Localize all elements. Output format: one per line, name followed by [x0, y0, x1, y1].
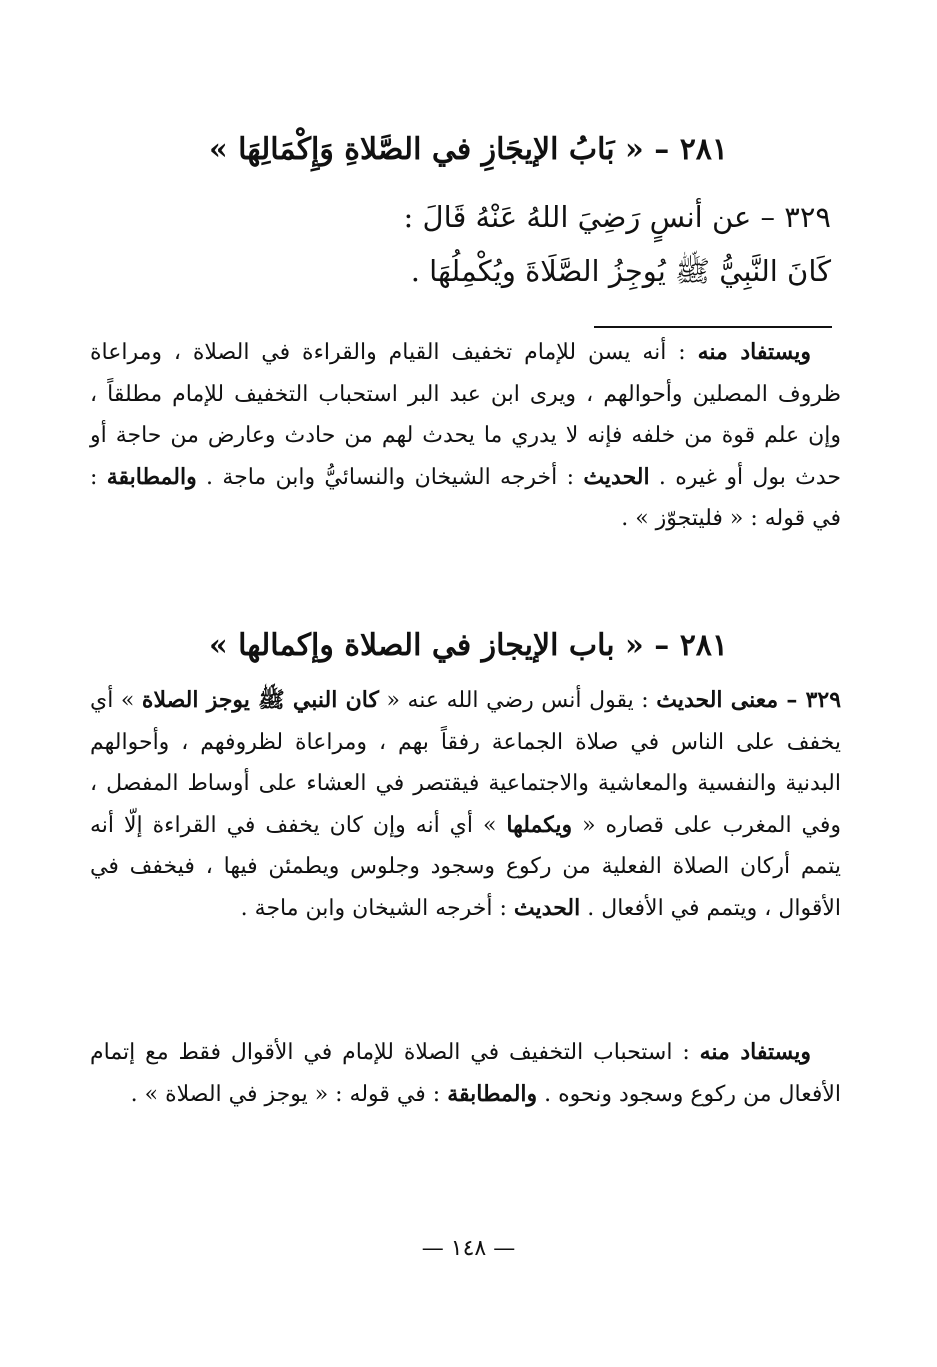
correspondence-text-2: : في قوله : « يوجز في الصلاة » .	[130, 1081, 441, 1107]
benefits-text: : أنه يسن للإمام تخفيف القيام والقراءة في الصلاة ، ومراعاة ظروف المصلين وأحوالهم ، ويرى ابن عبد البر استحباب التخفيف للإمام مطلقاً ، وإن علم قوة من خلفه فإنه لا يدري ما يحدث لهم من حادث وعارض من حاجة أو حدث بول أو غيره .	[90, 340, 842, 490]
chapter-title-1: ٢٨١ – « بَابُ الإيجَازِ في الصَّلاةِ وَإِكْمَالِهَا »	[208, 132, 729, 167]
page-number: — ١٤٨ —	[421, 1236, 516, 1261]
label-meaning: ٣٢٩ – معنى الحديث	[656, 687, 842, 713]
correspondence-text: : في قوله : « فليتجوّز » .	[90, 464, 841, 531]
label-hadith-source: الحديث	[583, 463, 650, 490]
chapter-title-2: ٢٨١ – « باب الإيجاز في الصلاة وإكمالها »	[208, 628, 729, 663]
meaning-text-1: : يقول أنس رضي الله عنه «	[386, 688, 649, 713]
label-hadith-source-2: الحديث	[513, 894, 581, 921]
meaning-quote-2: ويكملها	[506, 811, 573, 838]
meaning-text-2: » أي يخفف على الناس في صلاة الجماعة رفقاً بهم ، ومراعاة لظروفهم ، وأحوالهم البدنية والنفسية والمعاشية والاجتماعية فيقتصر في العشاء على أوساط المفصل ، وفي المغرب على قصاره «	[90, 688, 841, 838]
paragraph-benefits-1	[90, 332, 841, 540]
meaning-text-3: » أي أنه وإن كان يخفف في القراءة إلّا أنه يتمم أركان الصلاة الفعلية من ركوع وسجود وجلوس ويطمئن فيها ، فيخفف في الأقوال ، ويتمم في الأفعال .	[90, 812, 841, 921]
label-benefits: ويستفاد منه	[697, 339, 811, 365]
label-benefits-2: ويستفاد منه	[699, 1039, 811, 1065]
benefits-text-2: : استحباب التخفيف في الصلاة للإمام في الأقوال فقط مع إتمام الأفعال من ركوع وسجود ونحوه .	[90, 1040, 841, 1107]
meaning-quote-1: كان النبي ﷺ يوجز الصلاة	[141, 687, 379, 713]
hadith-line-1: ٣٢٩ – عن أنسٍ رَضِيَ اللهُ عَنْهُ قَالَ :	[403, 200, 831, 234]
paragraph-meaning	[90, 680, 841, 929]
label-correspondence-2: والمطابقة	[447, 1080, 538, 1107]
hadith-source-text: : أخرجه الشيخان والنسائيُّ وابن ماجة .	[206, 464, 574, 490]
separator-line	[594, 326, 832, 328]
hadith-text	[90, 190, 831, 298]
hadith-line-2: كَانَ النَّبِيُّ ﷺ يُوجِزُ الصَّلَاةَ ويُكْمِلُهَا .	[410, 254, 831, 288]
label-correspondence: والمطابقة	[106, 463, 197, 490]
paragraph-benefits-2	[90, 1032, 841, 1115]
hadith-source-text-2: : أخرجه الشيخان وابن ماجة .	[240, 895, 507, 921]
